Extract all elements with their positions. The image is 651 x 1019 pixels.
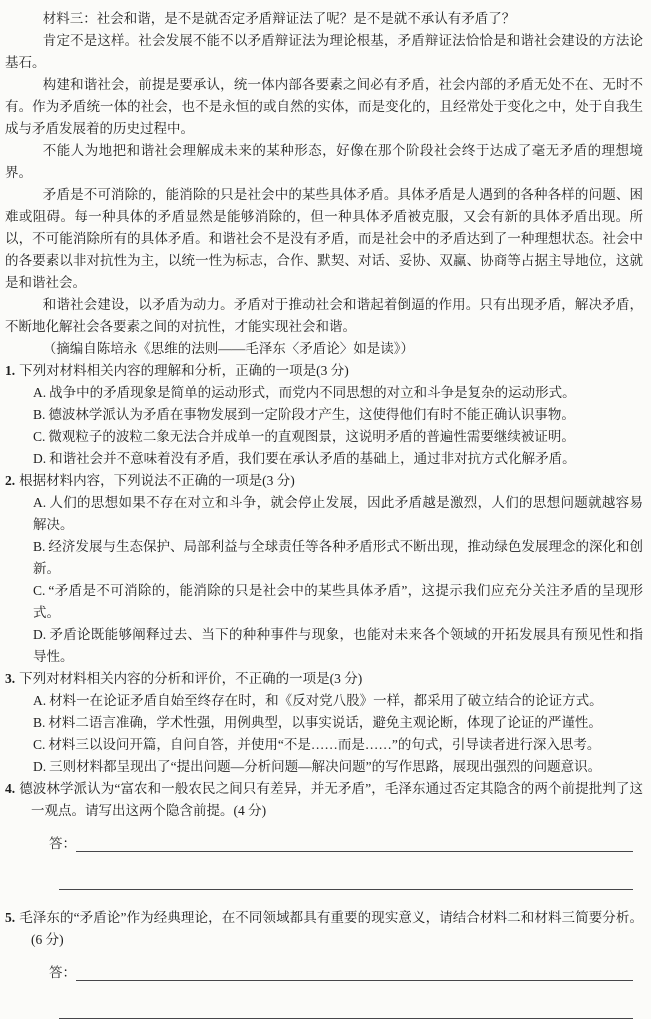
question-5-answer-row: [49, 962, 633, 984]
question-4-stem-text: 德波林学派认为“富农和一般农民之间只有差异，并无矛盾”，毛泽东通过否定其隐含的两个前提批判了这一观点。请写出这两个隐含前提。(4 分): [19, 781, 643, 818]
question-3-option-a: [5, 690, 643, 712]
question-5: [5, 907, 643, 1019]
option-text: 材料二语言准确，学术性强，用例典型，以事实说话，避免主观论断，体现了论证的严谨性。: [48, 715, 602, 730]
material-paragraph: 不能人为地把和谐社会理解成未来的某种形态，好像在那个阶段社会终于达成了毫无矛盾的理想境界。: [5, 143, 643, 180]
option-text: 战争中的矛盾现象是简单的运动形式，而党内不同思想的对立和斗争是复杂的运动形式。: [49, 385, 576, 400]
option-text: 微观粒子的波粒二象无法合并成单一的直观图景，这说明矛盾的普遍性需要继续被证明。: [48, 429, 575, 444]
option-label: A.: [33, 385, 47, 400]
option-text: 和谐社会并不意味着没有矛盾，我们要在承认矛盾的基础上，通过非对抗方式化解矛盾。: [49, 451, 576, 466]
question-4-number: 4.: [5, 781, 16, 796]
question-1-option-a: [5, 382, 643, 404]
option-label: D.: [33, 759, 47, 774]
option-text: 材料三以设问开篇，自问自答，并使用“不是……而是……”的句式，引导读者进行深入思考。: [48, 737, 601, 752]
question-3-option-d: [5, 756, 643, 778]
option-text: 矛盾论既能够阐释过去、当下的种种事件与现象，也能对未来各个领域的开拓发展具有预见性和指导性。: [33, 627, 643, 664]
option-label: B.: [33, 407, 46, 422]
answer-blank-line: [76, 980, 633, 981]
question-1-option-d: [5, 448, 643, 470]
option-label: A.: [33, 693, 47, 708]
option-text: 材料一在论证矛盾自始至终存在时，和《反对党八股》一样，都采用了破立结合的论证方式。: [49, 693, 603, 708]
question-2-number: 2.: [5, 473, 16, 488]
question-1-number: 1.: [5, 363, 16, 378]
option-label: A.: [33, 495, 47, 510]
source-citation: （摘编自陈培永《思维的法则——毛泽东〈矛盾论〉如是读》）: [42, 341, 415, 356]
question-2-stem-text: 根据材料内容，下列说法不正确的一项是(3 分): [19, 473, 295, 488]
question-2-option-b: [5, 536, 643, 580]
material-paragraph: 材料三：社会和谐，是不是就否定矛盾辩证法了呢？是不是就不承认有矛盾了？: [42, 11, 516, 26]
material-paragraph: 矛盾是不可消除的，能消除的只是社会中的某些具体矛盾。具体矛盾是人遇到的各种各样的问题、困难或阻碍。每一种具体的矛盾显然是能够消除的，但一种具体矛盾被克服，又会有新的具体矛盾出现。所以，不可能消除所有的具体矛盾。和谐社会不是没有矛盾，而是社会中的矛盾达到了一种理想状态。社会中的各要素以非对抗性为主，以统一性为标志，合作、默契、对话、妥协、双赢、协商等占据主导地位，这就是和谐社会。: [5, 187, 643, 290]
answer-label: 答：: [49, 965, 76, 980]
material-paragraph: 肯定不是这样。社会发展不能不以矛盾辩证法为理论根基，矛盾辩证法恰恰是和谐社会建设的方法论基石。: [5, 33, 643, 70]
option-text: 德波林学派认为矛盾在事物发展到一定阶段才产生，这使得他们有时不能正确认识事物。: [48, 407, 575, 422]
option-text: 经济发展与生态保护、局部利益与全球责任等各种矛盾形式不断出现，推动绿色发展理念的深化和创新。: [33, 539, 643, 576]
question-1: [5, 360, 643, 470]
question-2-option-c: [5, 580, 643, 624]
question-1-option-c: [5, 426, 643, 448]
question-5-number: 5.: [5, 910, 16, 925]
answer-label: 答：: [49, 836, 76, 851]
answer-blank-line: [76, 851, 633, 852]
option-text: “矛盾是不可消除的，能消除的只是社会中的某些具体矛盾”，这提示我们应充分关注矛盾的呈现形式。: [33, 583, 643, 620]
question-5-stem: [5, 907, 643, 951]
option-label: D.: [33, 627, 47, 642]
question-3-stem: [5, 668, 643, 690]
question-4-stem: [5, 778, 643, 822]
question-2: [5, 470, 643, 668]
option-label: B.: [33, 539, 46, 554]
question-3-option-b: [5, 712, 643, 734]
question-2-stem: [5, 470, 643, 492]
question-5-stem-text: 毛泽东的“矛盾论”作为经典理论，在不同领域都具有重要的现实意义，请结合材料二和材料三简要分析。(6 分): [19, 910, 643, 947]
question-1-stem-text: 下列对材料相关内容的理解和分析，正确的一项是(3 分): [19, 363, 349, 378]
question-2-option-d: [5, 624, 643, 668]
question-4-answer-line-2: [59, 855, 633, 890]
question-5-answer-line-2: [59, 984, 633, 1019]
question-1-stem: [5, 360, 643, 382]
question-4: [5, 778, 643, 890]
material-paragraph: 构建和谐社会，前提是要承认，统一体内部各要素之间必有矛盾，社会内部的矛盾无处不在、无时不有。作为矛盾统一体的社会，也不是永恒的或自然的实体，而是变化的，且经常处于变化之中，处于自我生成与矛盾发展着的历史过程中。: [5, 77, 643, 136]
option-label: C.: [33, 429, 46, 444]
question-1-option-b: [5, 404, 643, 426]
option-label: D.: [33, 451, 47, 466]
option-label: B.: [33, 715, 46, 730]
question-2-option-a: [5, 492, 643, 536]
option-label: C.: [33, 583, 46, 598]
option-text: 三则材料都呈现出了“提出问题—分析问题—解决问题”的写作思路，展现出强烈的问题意识。: [49, 759, 602, 774]
material-three-passage: [5, 8, 643, 360]
question-4-answer-row: [49, 833, 633, 855]
question-3: [5, 668, 643, 778]
question-3-number: 3.: [5, 671, 16, 686]
question-3-option-c: [5, 734, 643, 756]
option-label: C.: [33, 737, 46, 752]
question-3-stem-text: 下列对材料相关内容的分析和评价，不正确的一项是(3 分): [19, 671, 363, 686]
material-paragraph: 和谐社会建设，以矛盾为动力。矛盾对于推动社会和谐起着倒逼的作用。只有出现矛盾，解决矛盾，不断地化解社会各要素之间的对抗性，才能实现社会和谐。: [5, 297, 643, 334]
option-text: 人们的思想如果不存在对立和斗争，就会停止发展，因此矛盾越是激烈，人们的思想问题就越容易解决。: [33, 495, 643, 532]
